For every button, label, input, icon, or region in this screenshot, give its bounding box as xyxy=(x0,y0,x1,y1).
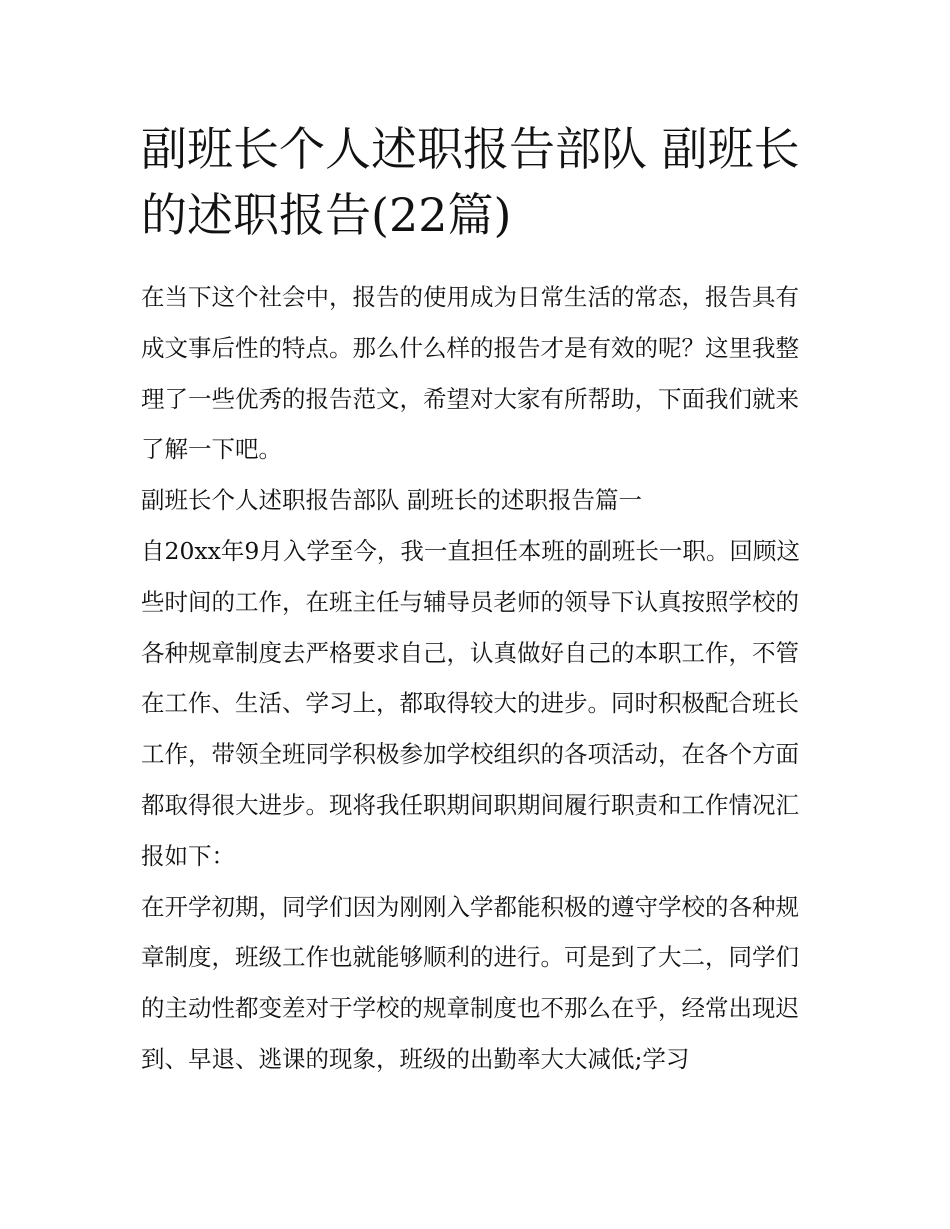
body-paragraph: 自20xx年9月入学至今，我一直担任本班的副班长一职。回顾这些时间的工作，在班主任与辅导员老师的领导下认真按照学校的各种规章制度去严格要求自己，认真做好自己的本职工作，不管在工作、生活、学习上，都取得较大的进步。同时积极配合班长工作，带领全班同学积极参加学校组织的各项活动，在各个方面都取得很大进步。现将我任职期间职期间履行职责和工作情况汇报如下： xyxy=(141,536,800,870)
document-title: 副班长个人述职报告部队 副班长的述职报告(22篇) xyxy=(141,122,800,242)
document-body xyxy=(141,272,813,1085)
document-content xyxy=(141,116,813,1085)
body-paragraph: 在开学初期，同学们因为刚刚入学都能积极的遵守学校的各种规章制度，班级工作也就能够顺利的进行。可是到了大二，同学们的主动性都变差对于学校的规章制度也不那么在乎，经常出现迟到、早退、逃课的现象，班级的出勤率大大减低;学习 xyxy=(141,892,799,1073)
intro-paragraph: 在当下这个社会中，报告的使用成为日常生活的常态，报告具有成文事后性的特点。那么什么样的报告才是有效的呢？这里我整理了一些优秀的报告范文，希望对大家有所帮助，下面我们就来了解一下吧。 xyxy=(141,283,799,464)
section-heading: 副班长个人述职报告部队 副班长的述职报告篇一 xyxy=(141,486,642,515)
